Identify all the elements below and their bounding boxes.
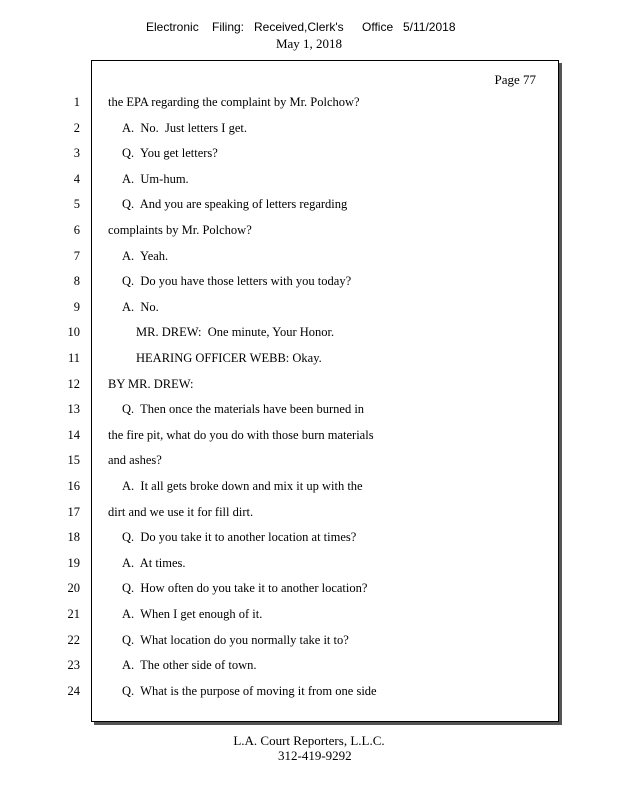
line-number: 15 bbox=[67, 453, 80, 468]
stamp-word: Received,Clerk's bbox=[254, 20, 344, 34]
line-text: A. At times. bbox=[122, 555, 186, 570]
transcript-line bbox=[0, 197, 618, 215]
line-number: 6 bbox=[73, 223, 80, 237]
stamp-word: 5/11/2018 bbox=[403, 20, 456, 34]
line-number: 20 bbox=[67, 581, 80, 596]
line-text: MR. DREW: One minute, Your Honor. bbox=[136, 325, 335, 340]
line-number: 16 bbox=[67, 479, 80, 493]
line-text: A. No. bbox=[122, 299, 159, 314]
line-number: 3 bbox=[73, 146, 80, 161]
transcript-line bbox=[0, 172, 618, 190]
line-number: 5 bbox=[73, 197, 80, 212]
transcript-line bbox=[0, 351, 618, 369]
transcript-line bbox=[0, 556, 618, 574]
line-text: Q. You get letters? bbox=[122, 146, 218, 161]
line-text: complaints by Mr. Polchow? bbox=[108, 223, 252, 237]
line-text: Q. Do you have those letters with you today? bbox=[122, 274, 352, 289]
line-text: A. It all gets broke down and mix it up with the bbox=[122, 479, 363, 493]
transcript-line bbox=[0, 607, 618, 625]
transcript-line bbox=[0, 505, 618, 523]
line-text: the EPA regarding the complaint by Mr. Polchow? bbox=[108, 95, 360, 109]
line-text: BY MR. DREW: bbox=[108, 376, 194, 391]
transcript-line bbox=[0, 402, 618, 420]
line-text: the fire pit, what do you do with those burn materials bbox=[108, 427, 374, 442]
line-text: Q. Do you take it to another location at times? bbox=[122, 530, 357, 545]
transcript-line bbox=[0, 453, 618, 471]
transcript-line bbox=[0, 479, 618, 497]
stamp-word: Electronic bbox=[146, 20, 199, 34]
line-number: 8 bbox=[73, 274, 80, 289]
transcript-line bbox=[0, 684, 618, 702]
line-text: A. The other side of town. bbox=[122, 658, 257, 673]
transcript-line bbox=[0, 581, 618, 599]
line-number: 18 bbox=[67, 530, 80, 545]
line-number: 21 bbox=[67, 607, 80, 621]
line-number: 22 bbox=[67, 632, 80, 647]
reporter-phone: 312-419-9292 bbox=[278, 748, 352, 763]
line-number: 12 bbox=[67, 376, 80, 391]
line-number: 7 bbox=[73, 248, 80, 263]
line-number: 13 bbox=[67, 402, 80, 417]
line-text: A. When I get enough of it. bbox=[122, 607, 263, 621]
line-text: A. Um-hum. bbox=[122, 171, 189, 186]
line-text: Q. Then once the materials have been burned in bbox=[122, 402, 365, 417]
line-number: 17 bbox=[67, 504, 80, 519]
transcript-line bbox=[0, 223, 618, 241]
line-text: and ashes? bbox=[108, 453, 162, 468]
transcript-line bbox=[0, 146, 618, 164]
transcript-line bbox=[0, 249, 618, 267]
line-number: 23 bbox=[67, 658, 80, 673]
line-text: A. Yeah. bbox=[122, 248, 169, 263]
line-text: Q. What is the purpose of moving it from one side bbox=[122, 683, 377, 698]
stamp-word: Office bbox=[362, 20, 394, 34]
stamp-word: Filing: bbox=[212, 20, 245, 34]
line-text: Q. What location do you normally take it to? bbox=[122, 632, 349, 647]
transcript-line bbox=[0, 95, 618, 113]
reporter-company: L.A. Court Reporters, L.L.C. bbox=[233, 733, 385, 748]
transcript-line bbox=[0, 377, 618, 395]
line-text: A. No. Just letters I get. bbox=[122, 120, 247, 135]
transcript-line bbox=[0, 428, 618, 446]
line-number: 4 bbox=[73, 171, 80, 186]
transcript-line bbox=[0, 325, 618, 343]
transcript-line bbox=[0, 300, 618, 318]
line-number: 1 bbox=[73, 95, 80, 109]
line-text: dirt and we use it for fill dirt. bbox=[108, 504, 254, 519]
line-number: 14 bbox=[67, 427, 80, 442]
line-text: Q. And you are speaking of letters regarding bbox=[122, 197, 348, 212]
line-number: 2 bbox=[73, 120, 80, 135]
transcript-date: May 1, 2018 bbox=[275, 36, 343, 51]
transcript-line bbox=[0, 121, 618, 139]
page-number: Page 77 bbox=[494, 72, 536, 87]
transcript-line bbox=[0, 633, 618, 651]
transcript-line bbox=[0, 530, 618, 548]
line-number: 19 bbox=[67, 555, 80, 570]
line-number: 9 bbox=[73, 299, 80, 314]
line-number: 11 bbox=[67, 351, 80, 365]
line-text: Q. How often do you take it to another location? bbox=[122, 581, 368, 596]
transcript-line bbox=[0, 274, 618, 292]
line-number: 10 bbox=[67, 325, 80, 340]
transcript-line bbox=[0, 658, 618, 676]
line-text: HEARING OFFICER WEBB: Okay. bbox=[136, 351, 322, 365]
line-number: 24 bbox=[67, 683, 80, 698]
